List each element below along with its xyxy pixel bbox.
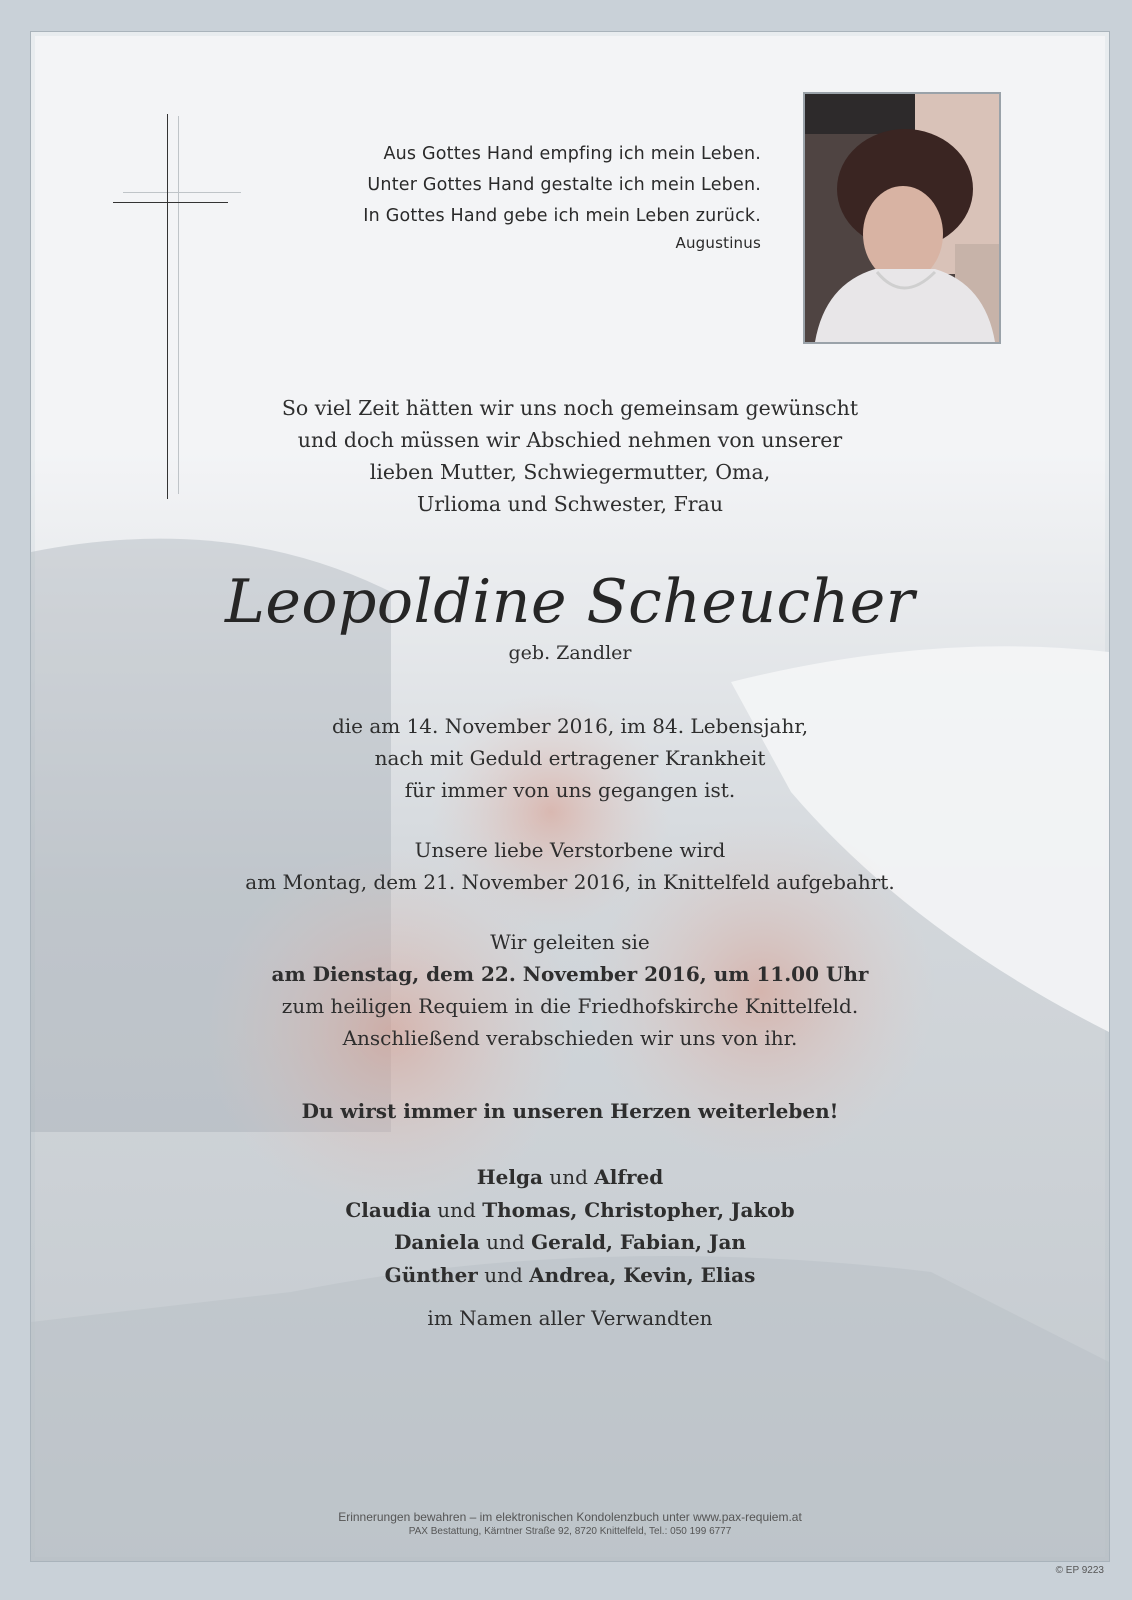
footer-line: Erinnerungen bewahren – im elektronischen Kondolenzbuch unter www.pax-requiem.at bbox=[338, 1510, 802, 1524]
family-member: Gerald, Fabian, Jan bbox=[531, 1230, 746, 1254]
quote-line: Unter Gottes Hand gestalte ich mein Leben. bbox=[367, 175, 761, 195]
print-code: © EP 9223 bbox=[1055, 1565, 1104, 1576]
funeral-line: Anschließend verabschieden wir uns von ihr. bbox=[342, 1026, 798, 1050]
quote-line: Aus Gottes Hand empfing ich mein Leben. bbox=[383, 144, 761, 164]
deceased-name: Leopoldine Scheucher bbox=[225, 567, 915, 637]
bible-quote bbox=[321, 139, 761, 254]
intro-line: Urlioma und Schwester, Frau bbox=[416, 492, 724, 516]
family-connector: und bbox=[484, 1262, 523, 1287]
funeral-line: Wir geleiten sie bbox=[490, 930, 650, 954]
death-notice bbox=[31, 710, 1109, 806]
cross-shadow-horizontal bbox=[123, 192, 241, 193]
family-member: Claudia bbox=[345, 1197, 431, 1222]
family-member: Andrea, Kevin, Elias bbox=[529, 1262, 756, 1287]
footer-address: PAX Bestattung, Kärntner Straße 92, 8720 Knittelfeld, Tel.: 050 199 6777 bbox=[408, 1526, 732, 1537]
family-connector: und bbox=[549, 1165, 588, 1189]
intro-text bbox=[31, 392, 1109, 520]
quote-author: Augustinus bbox=[675, 234, 761, 252]
cross-horizontal bbox=[113, 202, 228, 203]
family-member: Alfred bbox=[594, 1165, 664, 1189]
relatives-closing: im Namen aller Verwandten bbox=[427, 1306, 713, 1330]
obituary-sheet bbox=[30, 31, 1110, 1562]
family-row bbox=[31, 1161, 1109, 1194]
family-member: Daniela bbox=[394, 1230, 480, 1254]
death-line: die am 14. November 2016, im 84. Lebensjahr, bbox=[331, 714, 809, 738]
farewell-message: Du wirst immer in unseren Herzen weiterleben! bbox=[301, 1099, 839, 1123]
family-connector: und bbox=[486, 1230, 525, 1254]
family-row bbox=[31, 1259, 1109, 1292]
death-line: nach mit Geduld ertragener Krankheit bbox=[374, 746, 766, 770]
viewing-line: Unsere liebe Verstorbene wird bbox=[414, 838, 726, 862]
family-member: Thomas, Christopher, Jakob bbox=[482, 1197, 795, 1222]
family-member: Helga bbox=[476, 1165, 543, 1189]
viewing-notice bbox=[31, 834, 1109, 898]
funeral-date: am Dienstag, dem 22. November 2016, um 11.00 Uhr bbox=[271, 962, 869, 986]
family-row bbox=[31, 1226, 1109, 1259]
viewing-line: am Montag, dem 21. November 2016, in Knittelfeld aufgebahrt. bbox=[245, 870, 895, 894]
family-list bbox=[31, 1161, 1109, 1291]
portrait-image bbox=[805, 94, 999, 342]
family-member: Günther bbox=[384, 1262, 478, 1287]
quote-line: In Gottes Hand gebe ich mein Leben zurück. bbox=[363, 206, 761, 226]
intro-line: lieben Mutter, Schwiegermutter, Oma, bbox=[369, 460, 771, 484]
death-line: für immer von uns gegangen ist. bbox=[404, 778, 736, 802]
family-row bbox=[31, 1194, 1109, 1227]
maiden-name: geb. Zandler bbox=[508, 642, 632, 664]
funeral-notice bbox=[31, 926, 1109, 1054]
intro-line: und doch müssen wir Abschied nehmen von unserer bbox=[297, 428, 843, 452]
portrait-photo bbox=[803, 92, 1001, 344]
footer bbox=[31, 1510, 1109, 1538]
family-connector: und bbox=[437, 1197, 476, 1222]
funeral-line: zum heiligen Requiem in die Friedhofskirche Knittelfeld. bbox=[281, 994, 859, 1018]
intro-line: So viel Zeit hätten wir uns noch gemeinsam gewünscht bbox=[281, 396, 859, 420]
